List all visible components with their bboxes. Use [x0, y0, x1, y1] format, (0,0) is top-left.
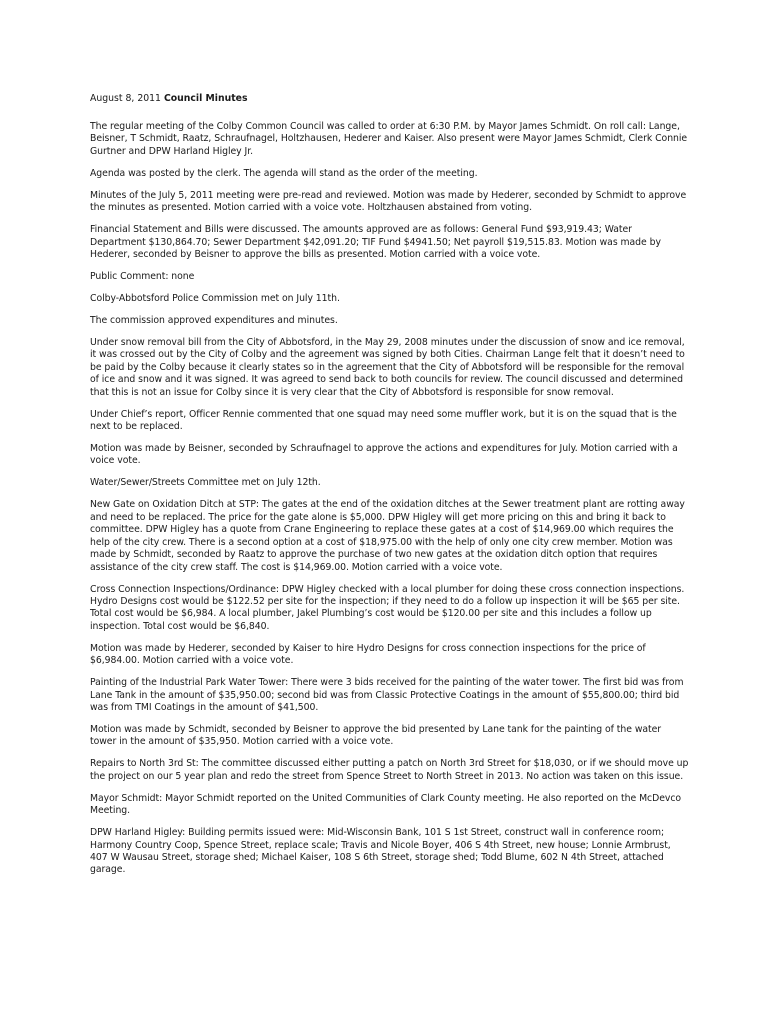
paragraph-public-comment: Public Comment: none	[90, 271, 195, 283]
minutes-document	[90, 93, 690, 886]
paragraph-dpw-report: DPW Harland Higley: Building permits issued were: Mid-Wisconsin Bank, 101 S 1st Street, construct wall in conference room; Harmony Country Coop, Spence Street, replace scale; Travis and Nicole Boyer, 406 S 4th Street, new house; Lonnie Armbrust, 407 W Wausau Street, storage shed; Michael Kaiser, 108 S 6th Street, storage shed; Todd Blume, 602 N 4th Street, attached garage.	[90, 827, 671, 876]
paragraph-roll-call: The regular meeting of the Colby Common Council was called to order at 6:30 P.M. by Mayor James Schmidt. On roll call: Lange, Beisner, T Schmidt, Raatz, Schraufnagel, Holtzhausen, Hederer and Kaiser. Also present were Mayor James Schmidt, Clerk Connie Gurtner and DPW Harland Higley Jr.	[90, 121, 688, 157]
paragraph-oxidation-ditch: New Gate on Oxidation Ditch at STP: The gates at the end of the oxidation ditches at the Sewer treatment plant are rotting away and need to be replaced. The price for the gate alone is $5,000. DPW Higley will get more pricing on this and bring it back to committee. DPW Higley has a quote from Crane Engineering to replace these gates at a cost of $14,969.00 which requires the help of the city crew. There is a second option at a cost of $18,975.00 with the help of only one city crew member. Motion was made by Schmidt, seconded by Raatz to approve the purchase of two new gates at the oxidation ditch option that requires assistance of the city crew staff. The cost is $14,969.00. Motion carried with a voice vote.	[90, 499, 685, 573]
paragraph-cross-connection: Cross Connection Inspections/Ordinance: DPW Higley checked with a local plumber for doing these cross connection inspections. Hydro Designs cost would be $122.52 per site for the inspection; if they need to do a follow up inspection it will be $65 per site. Total cost would be $6,984. A local plumber, Jakel Plumbing’s cost would be $120.00 per site and this includes a follow up inspection. Total cost would be $6,840.	[90, 583, 685, 632]
document-title: Council Minutes	[163, 93, 248, 104]
paragraph-financial-statement: Financial Statement and Bills were discussed. The amounts approved are as follows: General Fund $93,919.43; Water Department $130,864.70; Sewer Department $42,091.20; TIF Fund $4941.50; Net payroll $19,515.83. Motion was made by Hederer, seconded by Beisner to approve the bills as presented. Motion carried with a voice vote.	[90, 224, 661, 261]
paragraph-mayor-report: Mayor Schmidt: Mayor Schmidt reported on the United Communities of Clark County meeting. He also reported on the McDevco Meeting.	[90, 792, 682, 817]
paragraph-commission-approval: The commission approved expenditures and minutes.	[90, 315, 338, 327]
paragraph-north-3rd-street: Repairs to North 3rd St: The committee discussed either putting a patch on North 3rd Street for $18,030, or if we should move up the project on our 5 year plan and redo the street from Spence Street to North Street in 2013. No action was taken on this issue.	[90, 758, 689, 782]
paragraph-minutes-approval: Minutes of the July 5, 2011 meeting were pre-read and reviewed. Motion was made by Hederer, seconded by Schmidt to approve the minutes as presented. Motion carried with a voice vote. Holtzhausen abstained from voting.	[90, 189, 687, 214]
paragraph-police-commission: Colby-Abbotsford Police Commission met on July 11th.	[90, 293, 340, 305]
paragraph-july-expenditures: Motion was made by Beisner, seconded by Schraufnagel to approve the actions and expenditures for July. Motion carried with a voice vote.	[90, 443, 678, 467]
paragraph-committee-meeting: Water/Sewer/Streets Committee met on July 12th.	[90, 477, 321, 489]
paragraph-water-tower-bids: Painting of the Industrial Park Water Tower: There were 3 bids received for the painting of the water tower. The first bid was from Lane Tank in the amount of $35,950.00; second bid was from Classic Protective Coatings in the amount of $55,800.00; third bid was from TMI Coatings in the amount of $41,500.	[90, 677, 684, 713]
meeting-date: August 8, 2011	[90, 93, 161, 104]
document-heading	[90, 93, 690, 105]
paragraph-lane-tank-motion: Motion was made by Schmidt, seconded by Beisner to approve the bid presented by Lane tank for the painting of the water tower in the amount of $35,950. Motion carried with a voice vote.	[90, 723, 662, 748]
paragraph-chief-report: Under Chief’s report, Officer Rennie commented that one squad may need some muffler work, but it is on the squad that is the next to be replaced.	[90, 408, 677, 433]
paragraph-snow-removal: Under snow removal bill from the City of Abbotsford, in the May 29, 2008 minutes under the discussion of snow and ice removal, it was crossed out by the City of Colby and the agreement was signed by both Cities. Chairman Lange felt that it doesn’t need to be paid by the Colby because it clearly states so in the agreement that the City of Abbotsford will be responsible for the removal of ice and snow and it was signed. It was agreed to send back to both councils for review. The council discussed and determined that this is not an issue for Colby since it is very clear that the City of Abbotsford is responsible for snow removal.	[90, 337, 685, 398]
paragraph-agenda: Agenda was posted by the clerk. The agenda will stand as the order of the meeting.	[90, 167, 478, 179]
paragraph-hydro-designs-motion: Motion was made by Hederer, seconded by Kaiser to hire Hydro Designs for cross connection inspections for the price of $6,984.00. Motion carried with a voice vote.	[90, 642, 646, 667]
